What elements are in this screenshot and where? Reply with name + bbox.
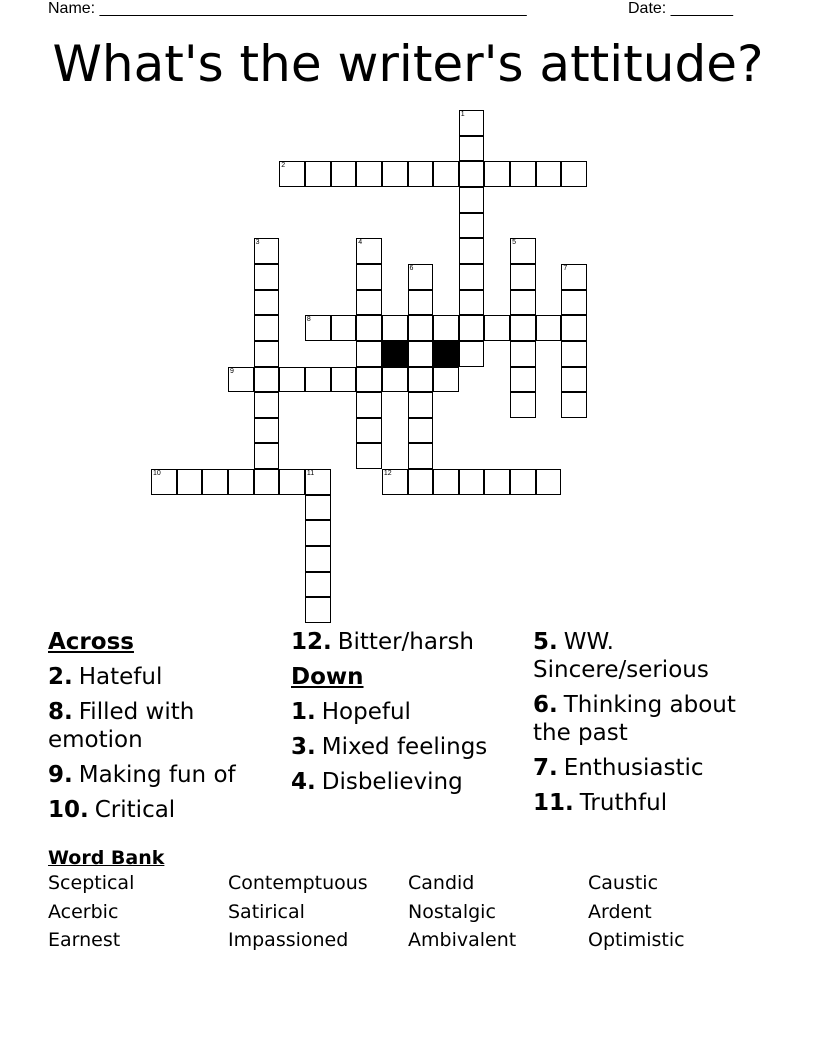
- grid-cell[interactable]: [254, 367, 280, 393]
- grid-cell[interactable]: [356, 367, 382, 393]
- grid-cell[interactable]: [408, 290, 434, 316]
- grid-cell[interactable]: [254, 290, 280, 316]
- grid-cell[interactable]: [561, 392, 587, 418]
- across-heading: Across: [48, 629, 134, 655]
- cell-number: 6: [409, 264, 414, 272]
- grid-cell[interactable]: [561, 161, 587, 187]
- grid-cell[interactable]: [459, 290, 485, 316]
- cell-number: 10: [153, 470, 161, 478]
- grid-cell[interactable]: [305, 546, 331, 572]
- grid-cell[interactable]: [459, 315, 485, 341]
- cell-number: 5: [512, 239, 516, 247]
- grid-cell[interactable]: [356, 341, 382, 367]
- grid-cell-black: [382, 341, 408, 367]
- grid-cell[interactable]: [356, 264, 382, 290]
- clue-across-8: 8. Filled with emotion: [48, 699, 195, 753]
- grid-cell[interactable]: [305, 315, 331, 341]
- date-field[interactable]: Date: _______: [628, 0, 733, 17]
- grid-cell[interactable]: [561, 264, 587, 290]
- clue-column-2: [291, 628, 526, 803]
- grid-cell[interactable]: [433, 161, 459, 187]
- cell-number: 7: [563, 264, 568, 272]
- clue-across-9: 9. Making fun of: [48, 762, 236, 788]
- grid-cell[interactable]: [305, 572, 331, 598]
- grid-cell[interactable]: [510, 161, 536, 187]
- clue-across-10: 10. Critical: [48, 797, 176, 823]
- grid-cell[interactable]: [305, 469, 331, 495]
- grid-cell[interactable]: [510, 238, 536, 264]
- clue-down-11: 11. Truthful: [533, 790, 668, 816]
- grid-cell[interactable]: [382, 367, 408, 393]
- grid-cell[interactable]: [382, 469, 408, 495]
- grid-cell[interactable]: [331, 367, 357, 393]
- grid-cell[interactable]: [177, 469, 203, 495]
- word-bank-item: Candid: [408, 872, 475, 894]
- clue-down-7: 7. Enthusiastic: [533, 755, 704, 781]
- grid-cell[interactable]: [459, 136, 485, 162]
- grid-cell[interactable]: [459, 187, 485, 213]
- grid-cell[interactable]: [228, 469, 254, 495]
- grid-cell[interactable]: [433, 469, 459, 495]
- grid-cell[interactable]: [254, 418, 280, 444]
- grid-cell[interactable]: [356, 161, 382, 187]
- grid-cell[interactable]: [408, 264, 434, 290]
- grid-cell[interactable]: [408, 161, 434, 187]
- word-bank-item: Sceptical: [48, 872, 135, 894]
- clue-down-3: 3. Mixed feelings: [291, 734, 488, 760]
- grid-cell[interactable]: [484, 161, 510, 187]
- grid-cell[interactable]: [561, 315, 587, 341]
- grid-cell[interactable]: [408, 418, 434, 444]
- word-bank-item: Optimistic: [588, 929, 685, 951]
- grid-cell[interactable]: [408, 315, 434, 341]
- grid-cell[interactable]: [459, 341, 485, 367]
- grid-cell[interactable]: [279, 161, 305, 187]
- grid-cell[interactable]: [510, 315, 536, 341]
- cell-number: 9: [229, 367, 234, 375]
- grid-cell[interactable]: [382, 161, 408, 187]
- grid-cell[interactable]: [408, 341, 434, 367]
- word-bank: [48, 845, 768, 954]
- grid-cell[interactable]: [356, 315, 382, 341]
- grid-cell[interactable]: [279, 469, 305, 495]
- clue-column-3: [533, 628, 768, 824]
- word-bank-title: Word Bank: [48, 847, 165, 869]
- clue-down-5: 5. WW. Sincere/serious: [533, 629, 709, 683]
- grid-cell[interactable]: [382, 315, 408, 341]
- grid-cell[interactable]: [484, 315, 510, 341]
- word-bank-item: Caustic: [588, 872, 659, 894]
- grid-cell[interactable]: [254, 341, 280, 367]
- grid-cell[interactable]: [536, 161, 562, 187]
- grid-cell[interactable]: [356, 418, 382, 444]
- word-bank-item: Ardent: [588, 900, 652, 923]
- grid-cell[interactable]: [433, 315, 459, 341]
- grid-cell[interactable]: [408, 443, 434, 469]
- grid-cell[interactable]: [202, 469, 228, 495]
- grid-cell[interactable]: [356, 290, 382, 316]
- grid-cell[interactable]: [151, 469, 177, 495]
- grid-cell[interactable]: [459, 238, 485, 264]
- grid-cell[interactable]: [254, 392, 280, 418]
- grid-cell[interactable]: [305, 495, 331, 521]
- grid-cell[interactable]: [561, 341, 587, 367]
- grid-cell[interactable]: [279, 367, 305, 393]
- clue-down-1: 1. Hopeful: [291, 699, 411, 725]
- grid-cell[interactable]: [331, 315, 357, 341]
- grid-cell[interactable]: [356, 443, 382, 469]
- grid-cell[interactable]: [356, 392, 382, 418]
- cell-number: 8: [306, 316, 311, 324]
- clue-column-1: [48, 628, 283, 831]
- grid-cell[interactable]: [254, 469, 280, 495]
- grid-cell[interactable]: [484, 469, 510, 495]
- grid-cell[interactable]: [254, 264, 280, 290]
- grid-cell[interactable]: [510, 469, 536, 495]
- cell-number: 3: [255, 239, 260, 247]
- grid-cell[interactable]: [561, 290, 587, 316]
- grid-cell[interactable]: [536, 315, 562, 341]
- grid-cell[interactable]: [305, 161, 331, 187]
- name-field[interactable]: Name: ________________________________________________: [48, 0, 527, 17]
- grid-cell[interactable]: [228, 367, 254, 393]
- grid-cell[interactable]: [254, 238, 280, 264]
- cell-number: 1: [460, 111, 465, 118]
- word-bank-item: Nostalgic: [408, 900, 496, 923]
- clue-across-2: 2. Hateful: [48, 664, 163, 690]
- grid-cell[interactable]: [459, 213, 485, 239]
- grid-cell[interactable]: [356, 238, 382, 264]
- word-bank-item: Satirical: [228, 900, 305, 923]
- word-bank-item: Acerbic: [48, 900, 119, 923]
- grid-cell[interactable]: [459, 110, 485, 136]
- grid-cell[interactable]: [510, 264, 536, 290]
- word-bank-list: [48, 871, 768, 954]
- grid-cell[interactable]: [510, 290, 536, 316]
- grid-cell[interactable]: [254, 315, 280, 341]
- cell-number: 11: [306, 470, 315, 478]
- cell-number: 2: [281, 162, 286, 170]
- grid-cell[interactable]: [433, 367, 459, 393]
- grid-cell-black: [433, 341, 459, 367]
- grid-cell[interactable]: [510, 341, 536, 367]
- word-bank-item: Earnest: [48, 929, 121, 951]
- grid-cell[interactable]: [254, 443, 280, 469]
- grid-cell[interactable]: [331, 161, 357, 187]
- page-title: What's the writer's attitude?: [52, 35, 764, 93]
- word-bank-item: Impassioned: [228, 929, 349, 951]
- cell-number: 12: [383, 470, 392, 478]
- down-heading: Down: [291, 664, 364, 690]
- grid-cell[interactable]: [305, 367, 331, 393]
- grid-cell[interactable]: [459, 264, 485, 290]
- grid-cell[interactable]: [408, 367, 434, 393]
- grid-cell[interactable]: [510, 367, 536, 393]
- cell-number: 4: [358, 239, 363, 247]
- clue-down-6: 6. Thinking about the past: [533, 692, 736, 746]
- grid-cell[interactable]: [305, 520, 331, 546]
- clue-down-4: 4. Disbelieving: [291, 769, 463, 795]
- word-bank-item: Contemptuous: [228, 872, 368, 894]
- grid-cell[interactable]: [510, 392, 536, 418]
- grid-cell[interactable]: [408, 392, 434, 418]
- grid-cell[interactable]: [561, 367, 587, 393]
- grid-cell[interactable]: [459, 161, 485, 187]
- grid-cell[interactable]: [536, 469, 562, 495]
- word-bank-item: Ambivalent: [408, 929, 517, 951]
- grid-cell[interactable]: [408, 469, 434, 495]
- clue-across-12: 12. Bitter/harsh: [291, 629, 474, 655]
- grid-cell[interactable]: [305, 597, 331, 623]
- grid-cell[interactable]: [459, 469, 485, 495]
